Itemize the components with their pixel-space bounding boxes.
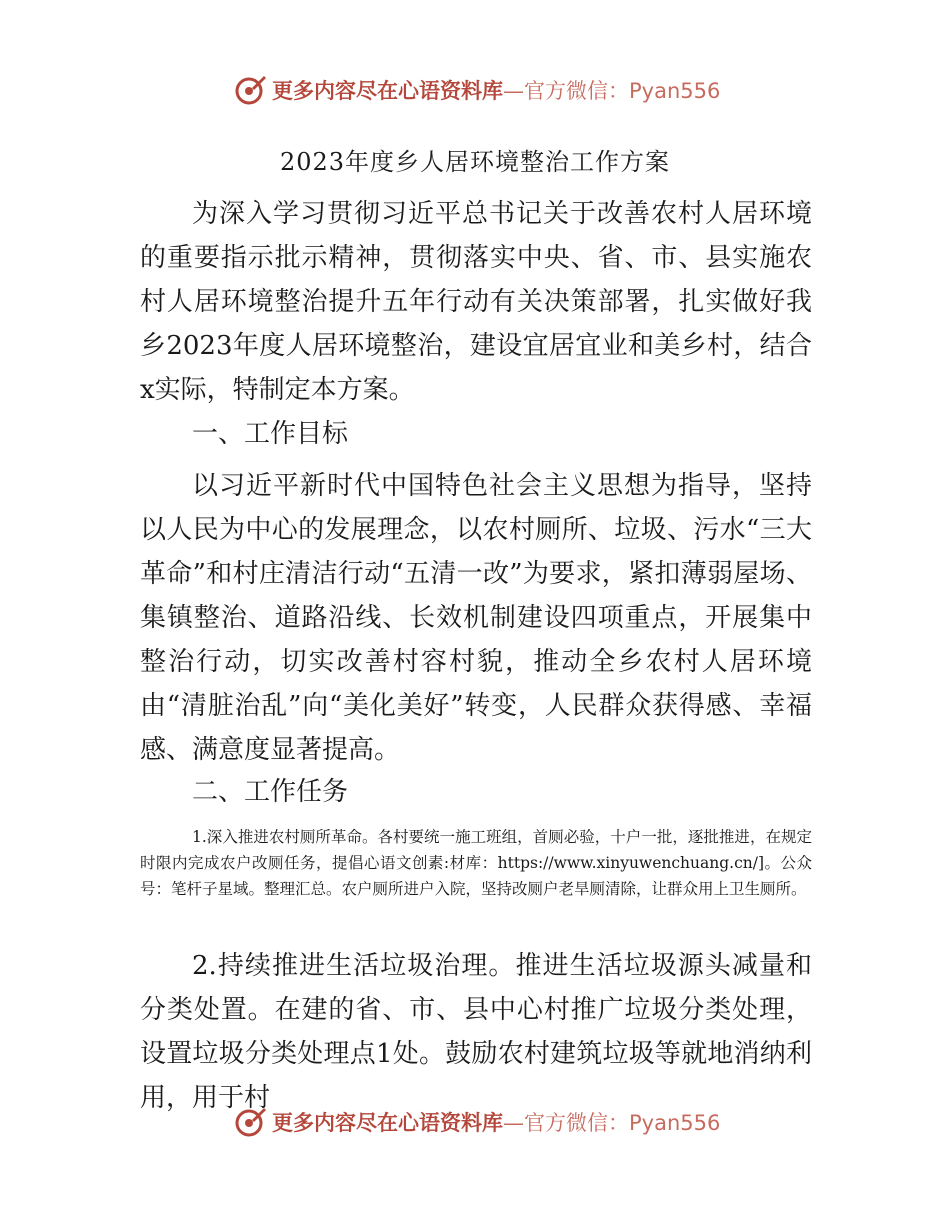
banner-wechat: —官方微信：Pyan556 [503,1111,721,1135]
header-watermark-banner [232,70,720,110]
section-heading-tasks: 二、工作任务 [192,777,349,807]
pen-logo-icon [232,1104,268,1140]
pen-logo-icon [232,72,268,108]
section-heading-goals: 一、工作目标 [192,419,349,449]
banner-wechat: —官方微信：Pyan556 [503,79,721,103]
task-2-paragraph: 2.持续推进生活垃圾治理。推进生活垃圾源头减量和分类处置。在建的省、市、县中心村推广垃圾分类处理，设置垃圾分类处理点1处。鼓励农村建筑垃圾等就地消纳利用，用于村 [140,951,812,1113]
document-title: 2023年度乡人居环境整治工作方案 [279,148,671,176]
banner-text: 更多内容尽在心语资料库 [272,79,503,103]
footer-watermark-banner [232,1102,720,1142]
goals-paragraph: 以习近平新时代中国特色社会主义思想为指导，坚持以人民为中心的发展理念，以农村厕所、垃圾、污水“三大革命”和村庄清洁行动“五清一改”为要求，紧扣薄弱屋场、集镇整治、道路沿线、长效机制建设四项重点，开展集中整治行动，切实改善村容村貌，推动全乡农村人居环境由“清脏治乱”向“美化美好”转变，人民群众获得感、幸福感、满意度显著提高。 [140,471,812,765]
intro-paragraph: 为深入学习贯彻习近平总书记关于改善农村人居环境的重要指示批示精神，贯彻落实中央、省、市、县实施农村人居环境整治提升五年行动有关决策部署，扎实做好我乡2023年度人居环境整治，建设宜居宜业和美乡村，结合x实际，特制定本方案。 [140,199,812,405]
task-1-paragraph: 1.深入推进农村厕所革命。各村要统一施工班组，首厕必验，十户一批，逐批推进，在规定时限内完成农户改厕任务，提倡心语文创素:材库：https://www.xinyuwenchuang.cn/]。公众号：笔杆子星域。整理汇总。农户厕所进户入院，坚持改厕户老旱厕清除，让群众用上卫生厕所。 [140,828,812,898]
banner-text: 更多内容尽在心语资料库 [272,1111,503,1135]
